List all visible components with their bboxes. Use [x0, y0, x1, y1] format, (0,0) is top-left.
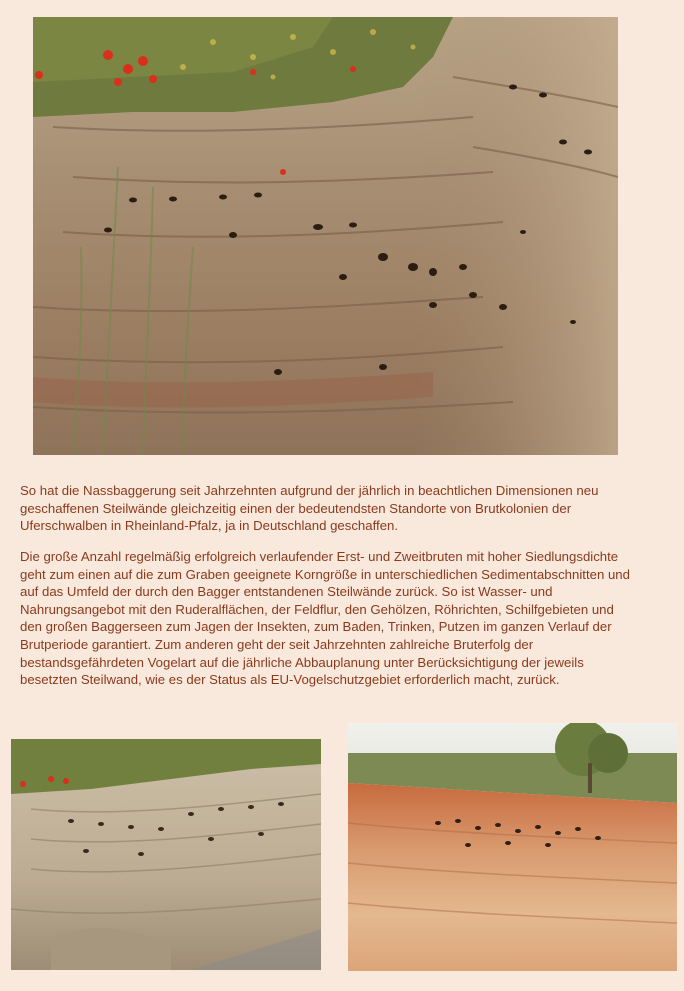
sand-cliff-image: [33, 17, 618, 455]
sand-cliff-photo-main: [33, 17, 618, 455]
sand-cliff-photo-left: [11, 739, 321, 970]
paragraph-1: [20, 482, 630, 535]
sand-cliff-photo-right: [348, 723, 677, 971]
paragraph-2: [20, 548, 630, 689]
paragraph-1-text: So hat die Nassbaggerung seit Jahrzehnten aufgrund der jährlich in beachtlichen Dimensionen neu geschaffenen Steilwände gleichzeitig einen der bedeutendsten Standorte von Brutkolonien der Uferschwalben in Rheinland-Pfalz, ja in Deutschland geschaffen.: [20, 483, 599, 534]
pale-cliff-image: [11, 739, 321, 970]
paragraph-2-text: Die große Anzahl regelmäßig erfolgreich verlaufender Erst- und Zweitbruten mit hoher Siedlungsdichte geht zum einen auf die zum Graben geeignete Korngröße in unterschiedlichen Sedimentabschnitten und auf das Umfeld der durch den Bagger entstandenen Steilwände zurück. So ist Wasser- und Nahrungsangebot mit den Ruderalflächen, der Feldflur, den Gehölzen, Röhrichten, Schilfgebieten und den großen Baggerseen zum Jagen der Insekten, zum Baden, Trinken, Putzen im ganzen Verlauf der Brutperiode garantiert. Zum anderen geht der seit Jahrzehnten zahlreiche Bruterfolg der bestandsgefährdeten Vogelart auf die jährliche Abbauplanung unter Berücksichtigung der jeweils besetzten Steilwand, wie es der Status als EU-Vogelschutzgebiet erforderlich macht, zurück.: [20, 549, 630, 688]
reddish-cliff-image: [348, 723, 677, 971]
